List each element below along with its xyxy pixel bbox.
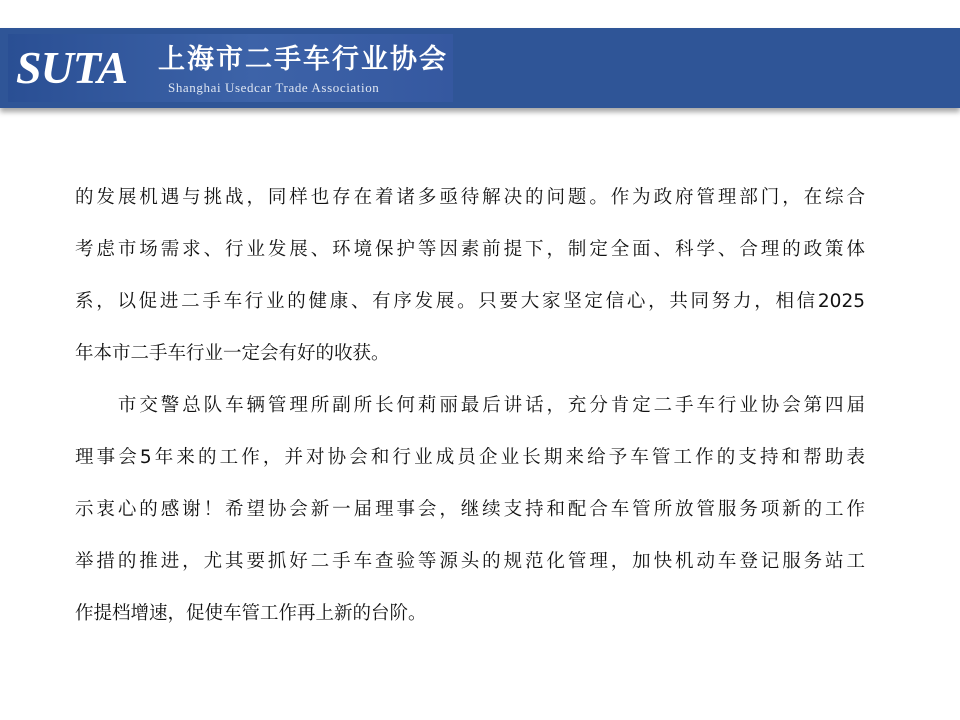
text-line: 系，以促进二手车行业的健康、有序发展。只要大家坚定信心，共同努力，相信2025 — [75, 291, 865, 312]
text-line: 市交警总队车辆管理所副所长何莉丽最后讲话，充分肯定二手车行业协会第四届 — [115, 395, 865, 416]
text-line: 的发展机遇与挑战，同样也存在着诸多亟待解决的问题。作为政府管理部门，在综合 — [75, 187, 865, 208]
paragraph-2 — [75, 380, 865, 640]
text-line: 举措的推进，尤其要抓好二手车查验等源头的规范化管理，加快机动车登记服务站工 — [75, 551, 865, 572]
association-logo — [8, 34, 453, 102]
logo-mark: SUTA — [16, 42, 128, 93]
header-band — [0, 28, 960, 108]
text-line: 年本市二手车行业一定会有好的收获。 — [75, 343, 390, 364]
text-line: 作提档增速，促使车管工作再上新的台阶。 — [75, 603, 427, 624]
text-line: 理事会5年来的工作，并对协会和行业成员企业长期来给予车管工作的支持和帮助表 — [75, 447, 865, 468]
text-line: 示衷心的感谢！希望协会新一届理事会，继续支持和配合车管所放管服务项新的工作 — [75, 499, 865, 520]
body-text — [75, 172, 865, 640]
text-line: 考虑市场需求、行业发展、环境保护等因素前提下，制定全面、科学、合理的政策体 — [75, 239, 865, 260]
text-line-first — [75, 380, 865, 432]
org-name-en: Shanghai Usedcar Trade Association — [168, 80, 380, 95]
paragraph-1 — [75, 172, 865, 380]
org-name-cn: 上海市二手车行业协会 — [158, 44, 448, 75]
